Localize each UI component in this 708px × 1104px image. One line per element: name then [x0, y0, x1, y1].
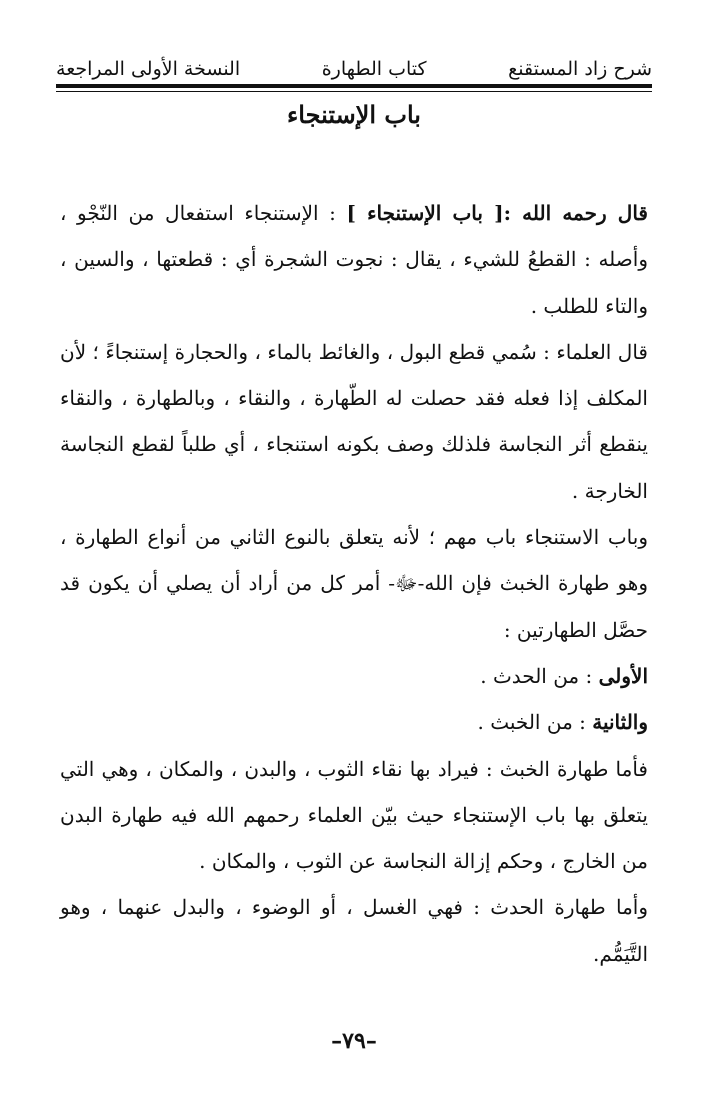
section-title: باب الإستنجاء [287, 100, 421, 129]
paragraph-text: فأما طهارة الخبث : فيراد بها نقاء الثوب ، والبدن ، والمكان ، وهي التي يتعلق بها باب الإستنجاء حيث بيّن العلماء رحمهم الله فيه طهارة البدن من الخارج ، وحكم إزالة النجاسة عن الثوب ، والمكان . [60, 756, 648, 874]
running-header [56, 40, 652, 80]
header-edition: النسخة الأولى المراجعة [56, 58, 241, 80]
paragraph-text: قال العلماء : سُمي قطع البول ، والغائط بالماء ، والحجارة إستنجاءً ؛ لأن المكلف إذا فعله فقد حصلت له الطّهارة ، والنقاء ، وبالطهارة ، والنقاء ينقطع أثر النجاسة فلذلك وصف بكونه استنجاء ، أي طلباً لقطع النجاسة الخارجة . [60, 339, 648, 503]
header-rule-thin [56, 91, 652, 92]
paragraph [60, 514, 648, 653]
paragraph-text: وأما طهارة الحدث : فهي الغسل ، أو الوضوء ، والبدل عنهما ، وهو التَّيَمُّم. [60, 895, 648, 966]
header-rule-thick [56, 84, 652, 88]
paragraph-lead: قال رحمه الله :[ باب الإستنجاء ] [346, 201, 648, 225]
paragraph-text: : من الحدث . [480, 663, 599, 688]
paragraph-text: : من الخبث . [477, 710, 593, 735]
paragraph [60, 190, 648, 329]
paragraph [60, 329, 648, 514]
paragraph-text: وباب الاستنجاء باب مهم ؛ لأنه يتعلق بالنوع الثاني من أنواع الطهارة ، وهو طهارة الخبث فإن الله-ﷻ- أمر كل من أراد أن يصلي أن يكون قد حصَّل الطهارتين : [60, 525, 648, 642]
paragraph [60, 884, 648, 977]
paragraph-lead: الأولى [598, 663, 648, 688]
page-number: –٧٩– [331, 1028, 377, 1054]
header-book-title: شرح زاد المستقنع [508, 58, 652, 80]
paragraph [60, 653, 648, 699]
paragraph-lead: والثانية [592, 710, 648, 735]
paragraph [60, 746, 648, 885]
paragraph-text: : الإستنجاء استفعال من النّجْو ، وأصله : القطعُ للشيء ، يقال : نجوت الشجرة أي : قطعتها ، والسين ، والتاء للطلب . [60, 201, 648, 318]
body-text [60, 190, 648, 977]
header-chapter: كتاب الطهارة [321, 58, 427, 80]
paragraph [60, 699, 648, 745]
